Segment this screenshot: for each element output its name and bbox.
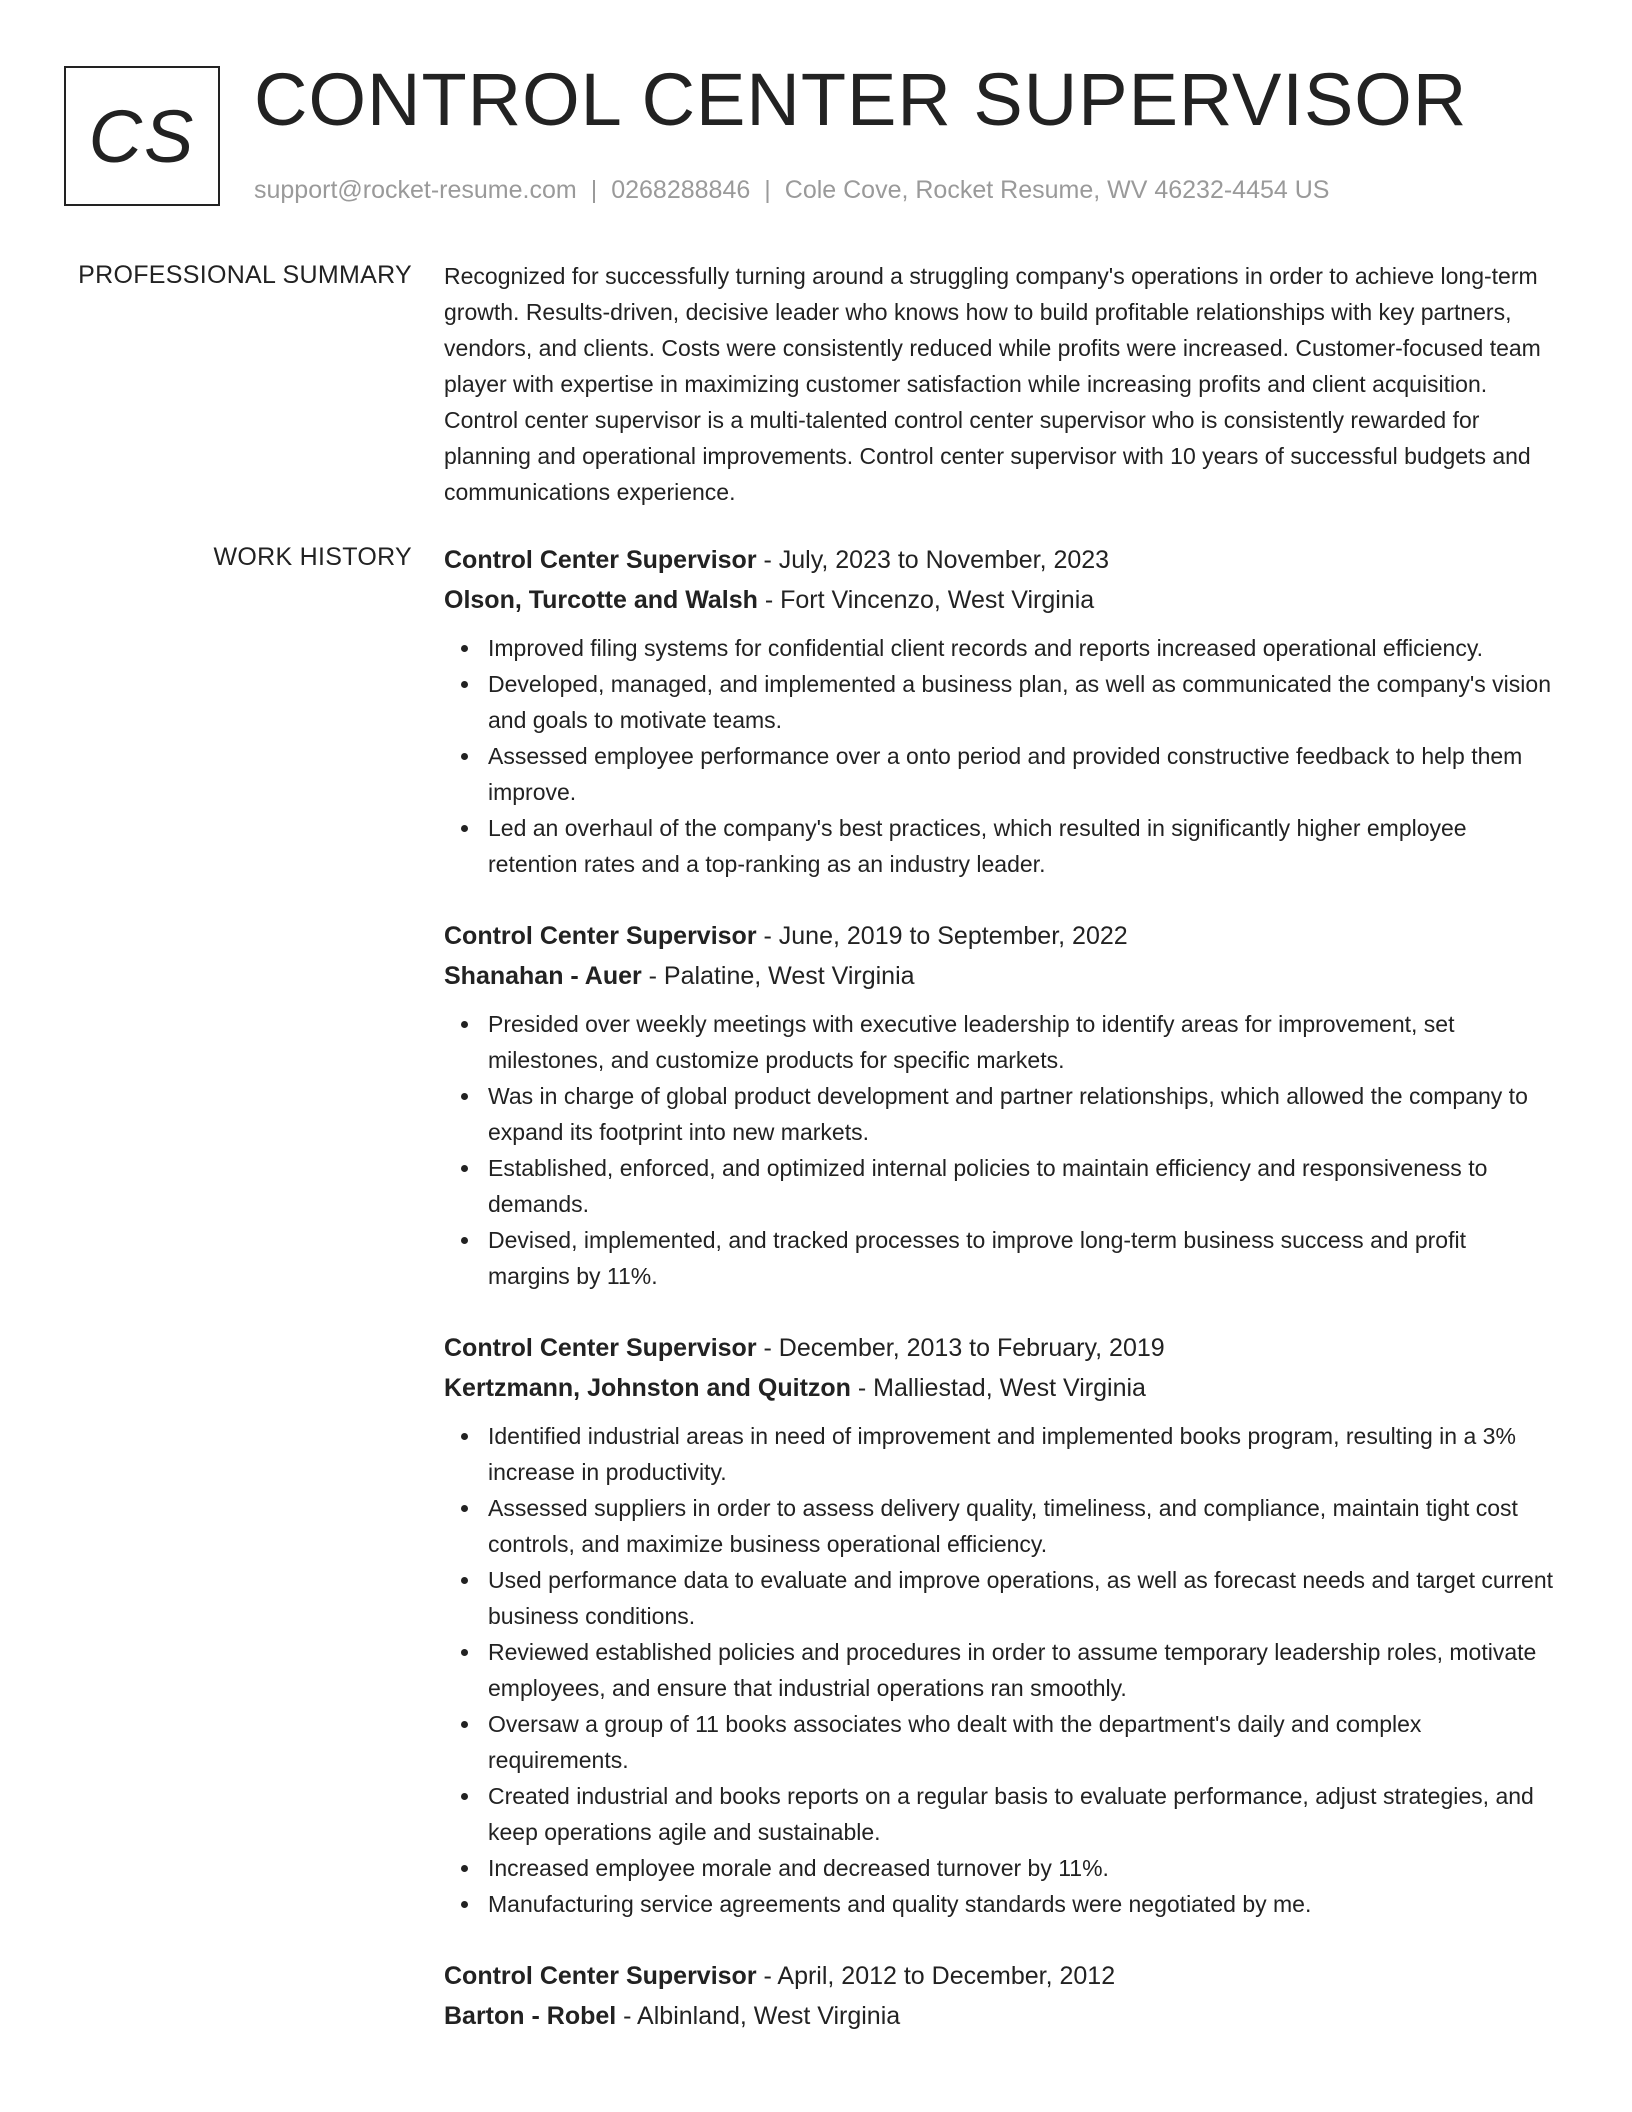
job-dates: - April, 2012 to December, 2012 [756,1962,1116,1990]
job-title: Control Center Supervisor [444,546,757,574]
job-bullet: Established, enforced, and optimized internal policies to maintain efficiency and responsiveness to demands. [488,1150,1554,1222]
job-location: - Albinland, West Virginia [616,2002,901,2030]
monogram-initials: CS [88,94,196,178]
job-company: Olson, Turcotte and Walsh [444,586,758,614]
job-bullet: Assessed employee performance over a onto period and provided constructive feedback to help them improve. [488,738,1554,810]
job-bullets [444,1006,1554,1294]
job-bullets [444,1418,1554,1922]
job-title: Control Center Supervisor [444,1334,757,1362]
job-bullet: Identified industrial areas in need of improvement and implemented books program, resulting in a 3% increase in productivity. [488,1418,1554,1490]
summary-text: Recognized for successfully turning around a struggling company's operations in order to achieve long-term growth. Results-driven, decisive leader who knows how to build profitable relationships with key partners, vendors, and clients. Costs were consistently reduced while profits were increased. Customer-focused team player with expertise in maximizing customer satisfaction while increasing profits and client acquisition. Control center supervisor is a multi-talented control center supervisor who is consistently rewarded for planning and operational improvements. Control center supervisor with 10 years of successful budgets and communications experience. [444,263,1541,505]
job-company: Barton - Robel [444,2002,617,2030]
job-bullet: Was in charge of global product development and partner relationships, which allowed the company to expand its footprint into new markets. [488,1078,1554,1150]
resume-title: CONTROL CENTER SUPERVISOR [254,58,1468,141]
job-bullet: Presided over weekly meetings with executive leadership to identify areas for improvement, set milestones, and customize products for specific markets. [488,1006,1554,1078]
job-bullet: Devised, implemented, and tracked processes to improve long-term business success and profit margins by 11%. [488,1222,1554,1294]
job-company-line [444,956,1554,996]
job-bullet: Improved filing systems for confidential client records and reports increased operational efficiency. [488,630,1554,666]
job-company: Kertzmann, Johnston and Quitzon [444,1374,851,1402]
job-bullet: Created industrial and books reports on a regular basis to evaluate performance, adjust strategies, and keep operations agile and sustainable. [488,1778,1554,1850]
contact-email: support@rocket-resume.com [254,176,577,204]
contact-phone: 0268288846 [611,176,751,204]
contact-line [254,175,1329,205]
job-title-line [444,1328,1554,1368]
work-history-body [444,540,1554,2070]
job-title: Control Center Supervisor [444,922,757,950]
job-bullet: Oversaw a group of 11 books associates who dealt with the department's daily and complex requirements. [488,1706,1554,1778]
job-location: - Fort Vincenzo, West Virginia [757,586,1095,614]
job-bullet: Increased employee morale and decreased turnover by 11%. [488,1850,1554,1886]
job-bullet: Used performance data to evaluate and improve operations, as well as forecast needs and target current business conditions. [488,1562,1554,1634]
job-company-line [444,1368,1554,1408]
job-entry [444,1956,1554,2036]
summary-label: PROFESSIONAL SUMMARY [78,261,412,289]
contact-separator: | [590,176,598,204]
job-location: - Malliestad, West Virginia [850,1374,1146,1402]
job-company-line [444,580,1554,620]
job-bullets [444,630,1554,882]
job-company-line [444,1996,1554,2036]
monogram-box [64,66,220,206]
job-bullet: Manufacturing service agreements and quality standards were negotiated by me. [488,1886,1554,1922]
job-title: Control Center Supervisor [444,1962,757,1990]
job-title-line [444,1956,1554,1996]
job-title-line [444,916,1554,956]
job-bullet: Developed, managed, and implemented a business plan, as well as communicated the company's vision and goals to motivate teams. [488,666,1554,738]
job-bullet: Led an overhaul of the company's best practices, which resulted in significantly higher employee retention rates and a top-ranking as an industry leader. [488,810,1554,882]
job-bullet: Assessed suppliers in order to assess delivery quality, timeliness, and compliance, maintain tight cost controls, and maximize business operational efficiency. [488,1490,1554,1562]
job-bullet: Reviewed established policies and procedures in order to assume temporary leadership roles, motivate employees, and ensure that industrial operations ran smoothly. [488,1634,1554,1706]
job-entry [444,916,1554,1294]
job-entry [444,1328,1554,1922]
job-location: - Palatine, West Virginia [641,962,915,990]
contact-address: Cole Cove, Rocket Resume, WV 46232-4454 US [784,176,1330,204]
job-title-line [444,540,1554,580]
job-dates: - June, 2019 to September, 2022 [756,922,1128,950]
work-history-label: WORK HISTORY [213,543,412,571]
job-company: Shanahan - Auer [444,962,642,990]
summary-body [444,258,1554,510]
job-dates: - December, 2013 to February, 2019 [756,1334,1165,1362]
contact-separator: | [764,176,771,204]
job-dates: - July, 2023 to November, 2023 [756,546,1110,574]
job-entry [444,540,1554,882]
